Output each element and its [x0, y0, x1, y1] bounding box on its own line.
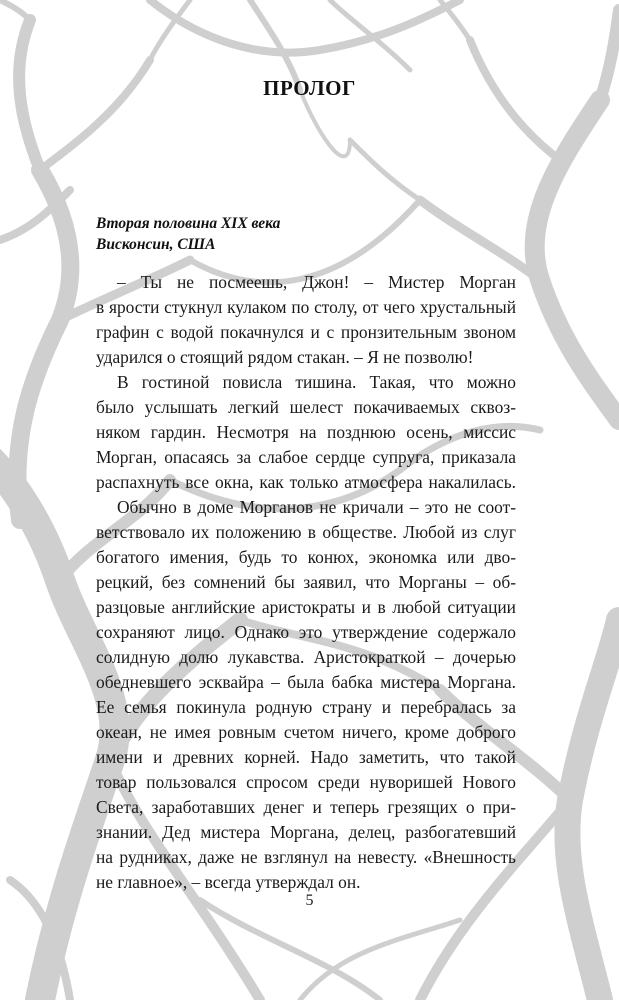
text-line: знании. Дед мистера Моргана, делец, разбогатевший: [96, 822, 516, 842]
text-line: – Ты не посмеешь, Джон! – Мистер Морган: [117, 272, 516, 292]
chapter-title: ПРОЛОГ: [263, 76, 356, 100]
page-number: 5: [305, 892, 314, 909]
text-line: не главное», – всегда утверждал он.: [96, 872, 361, 892]
text-line: графин с водой покачнулся и с пронзительным звоном: [96, 322, 516, 342]
text-line: разцовые английские аристократы и в любой ситуации: [96, 597, 516, 617]
text-line: ветствовало их положению в обществе. Любой из слуг: [96, 522, 516, 542]
text-line: В гостиной повисла тишина. Такая, что можно: [117, 372, 516, 392]
body-text: [96, 270, 516, 895]
text-line: товар пользовался спросом среди нуворишей Нового: [96, 772, 516, 792]
text-line: было услышать легкий шелест покачиваемых сквоз-: [96, 397, 516, 417]
text-line: океан, не имея ровным счетом ничего, кроме доброго: [96, 722, 516, 742]
text-line: сохраняют лицо. Однако это утверждение содержало: [96, 622, 516, 642]
epigraph-date: Вторая половина XIX века: [96, 215, 281, 232]
epigraph: [96, 213, 516, 255]
text-line: солидную долю лукавства. Аристократкой – дочерью: [96, 647, 516, 667]
text-line: в ярости стукнул кулаком по столу, от чего хрустальный: [96, 297, 516, 317]
text-line: на рудниках, даже не взглянул на невесту. «Внешность: [96, 847, 516, 867]
text-line: няком гардин. Несмотря на позднюю осень, миссис: [96, 422, 516, 442]
text-line: богатого имения, будь то конюх, экономка или дво-: [96, 547, 516, 567]
text-line: Ее семья покинула родную страну и перебралась за: [96, 697, 516, 717]
text-line: рецкий, без сомнений бы заявил, что Морганы – об-: [96, 572, 516, 592]
text-line: распахнуть все окна, как только атмосфера накалилась.: [96, 472, 516, 492]
epigraph-location: Висконсин, США: [96, 236, 216, 253]
text-line: Обычно в доме Морганов не кричали – это не соот-: [117, 497, 516, 517]
text-line: обедневшего эсквайра – была бабка мистера Моргана.: [96, 672, 516, 692]
text-line: ударился о стоящий рядом стакан. – Я не позволю!: [96, 347, 474, 367]
text-line: Света, заработавших денег и теперь грезящих о при-: [96, 797, 516, 817]
text-line: имени и древних корней. Надо заметить, что такой: [96, 747, 516, 767]
text-line: Морган, опасаясь за слабое сердце супруга, приказала: [96, 447, 516, 467]
